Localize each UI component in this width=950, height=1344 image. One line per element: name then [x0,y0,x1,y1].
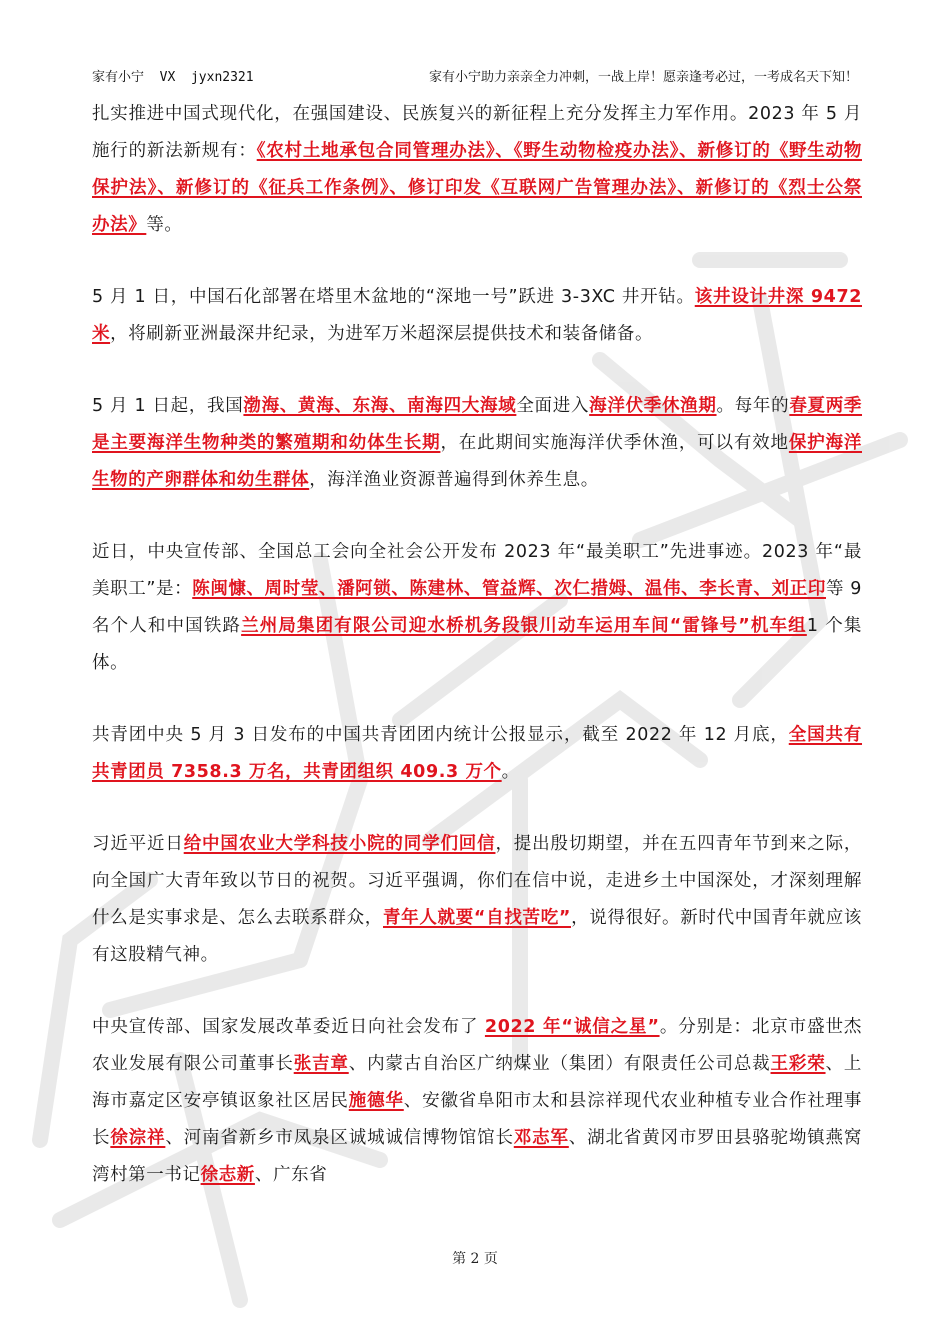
body-text: ，将刷新亚洲最深井纪录，为进军万米超深层提供技术和装备储备。 [110,324,654,344]
body-text: 1 个集体。 [92,616,862,673]
body-text: ，说得很好。新时代中国青年就应该有这股精气神。 [92,908,862,965]
highlighted-text: 2022 年“诚信之星” [484,1017,660,1037]
paragraph-p5 [92,717,862,791]
body-text: 。分别是：北京市盛世杰农业发展有限公司董事长 [92,1017,862,1074]
body-text: ，在此期间实施海洋伏季休渔，可以有效地 [440,433,789,453]
highlighted-text: 保护海洋生物的产卵群体和幼生群体 [92,433,862,490]
body-text: 等 9 名个人和中国铁路 [92,579,862,636]
body-text: 、湖北省黄冈市罗田县骆驼坳镇燕窝湾村第一书记 [92,1128,862,1185]
highlighted-text: 全国共有共青团员 7358.3 万名，共青团组织 409.3 万个 [92,725,863,782]
highlighted-text: 张吉章 [293,1054,349,1074]
body-text: 。每年的 [716,396,790,416]
highlighted-text: 徐志新 [200,1165,255,1185]
body-text: 近日，中央宣传部、全国总工会向全社会公开发布 2023 年“最美职工”先进事迹。2023 年“最美职工”是： [92,542,862,599]
body-text: 、河南省新乡市凤泉区诚城诚信博物馆馆长 [165,1128,514,1148]
highlighted-text: 渤海、黄海、东海、南海四大海域 [243,396,517,416]
paragraph-p6 [92,826,862,974]
page-number: 第 2 页 [452,1251,498,1267]
highlighted-text: 王彩荣 [770,1054,826,1074]
body-text: 中央宣传部、国家发展改革委近日向社会发布了 [92,1017,485,1037]
paragraph-p1 [92,96,862,244]
header-left-text: 家有小宁 VX jyxn2321 [92,70,254,85]
paragraph-p3 [92,388,862,499]
document-body [92,96,862,1229]
page-header [92,66,858,88]
body-text: 扎实推进中国式现代化，在强国建设、民族复兴的新征程上充分发挥主力军作用。2023 年 5 月施行的新法新规有： [92,104,862,161]
body-text: ，海洋渔业资源普遍得到休养生息。 [309,470,599,490]
highlighted-text: 施德华 [348,1091,404,1111]
body-text: 。 [501,762,520,782]
highlighted-text: 邓志军 [513,1128,569,1148]
highlighted-text: 青年人就要“自找苦吃” [383,908,571,928]
paragraph-p2 [92,279,862,353]
highlighted-text: 徐淙祥 [110,1128,166,1148]
body-text: 、上海市嘉定区安亭镇讴象社区居民 [92,1054,862,1111]
highlighted-text: 海洋伏季休渔期 [589,396,717,416]
body-text: 、安徽省阜阳市太和县淙祥现代农业种植专业合作社理事长 [92,1091,862,1148]
paragraph-p4 [92,534,862,682]
body-text: 5 月 1 日，中国石化部署在塔里木盆地的“深地一号”跃进 3-3XC 井开钻。 [92,287,695,307]
body-text: 、内蒙古自治区广纳煤业（集团）有限责任公司总裁 [348,1054,771,1074]
highlighted-text: 陈闽慷、周时莹、潘阿锁、陈建林、管益辉、次仁措姆、温伟、李长青、刘正印 [192,579,826,599]
header-right-text: 家有小宁助力亲亲全力冲刺，一战上岸！愿亲逢考必过，一考成名天下知！ [428,70,858,85]
highlighted-text: 给中国农业大学科技小院的同学们回信 [183,834,496,854]
highlighted-text: 该井设计井深 9472 米 [92,287,862,344]
body-text: 全面进入 [516,396,590,416]
paragraph-p7 [92,1009,862,1194]
body-text: ，提出殷切期望，并在五四青年节到来之际，向全国广大青年致以节日的祝贺。习近平强调，你们在信中说，走进乡土中国深处，才深刻理解什么是实事求是、怎么去联系群众， [92,834,863,928]
highlighted-text: 兰州局集团有限公司迎水桥机务段银川动车运用车间“雷锋号”机车组 [241,616,807,636]
body-text: 5 月 1 日起，我国 [92,396,244,416]
body-text: 共青团中央 5 月 3 日发布的中国共青团团内统计公报显示，截至 2022 年 12 月底， [92,725,789,745]
body-text: 、广东省 [254,1165,328,1185]
body-text: 等。 [146,215,183,235]
body-text: 习近平近日 [92,834,184,854]
highlighted-text: 春夏两季是主要海洋生物种类的繁殖期和幼体生长期 [92,396,863,453]
highlighted-text: 《农村土地承包合同管理办法》、《野生动物检疫办法》、新修订的《野生动物保护法》、新修订的《征兵工作条例》、修订印发《互联网广告管理办法》、新修订的《烈士公祭办法》 [92,141,862,235]
